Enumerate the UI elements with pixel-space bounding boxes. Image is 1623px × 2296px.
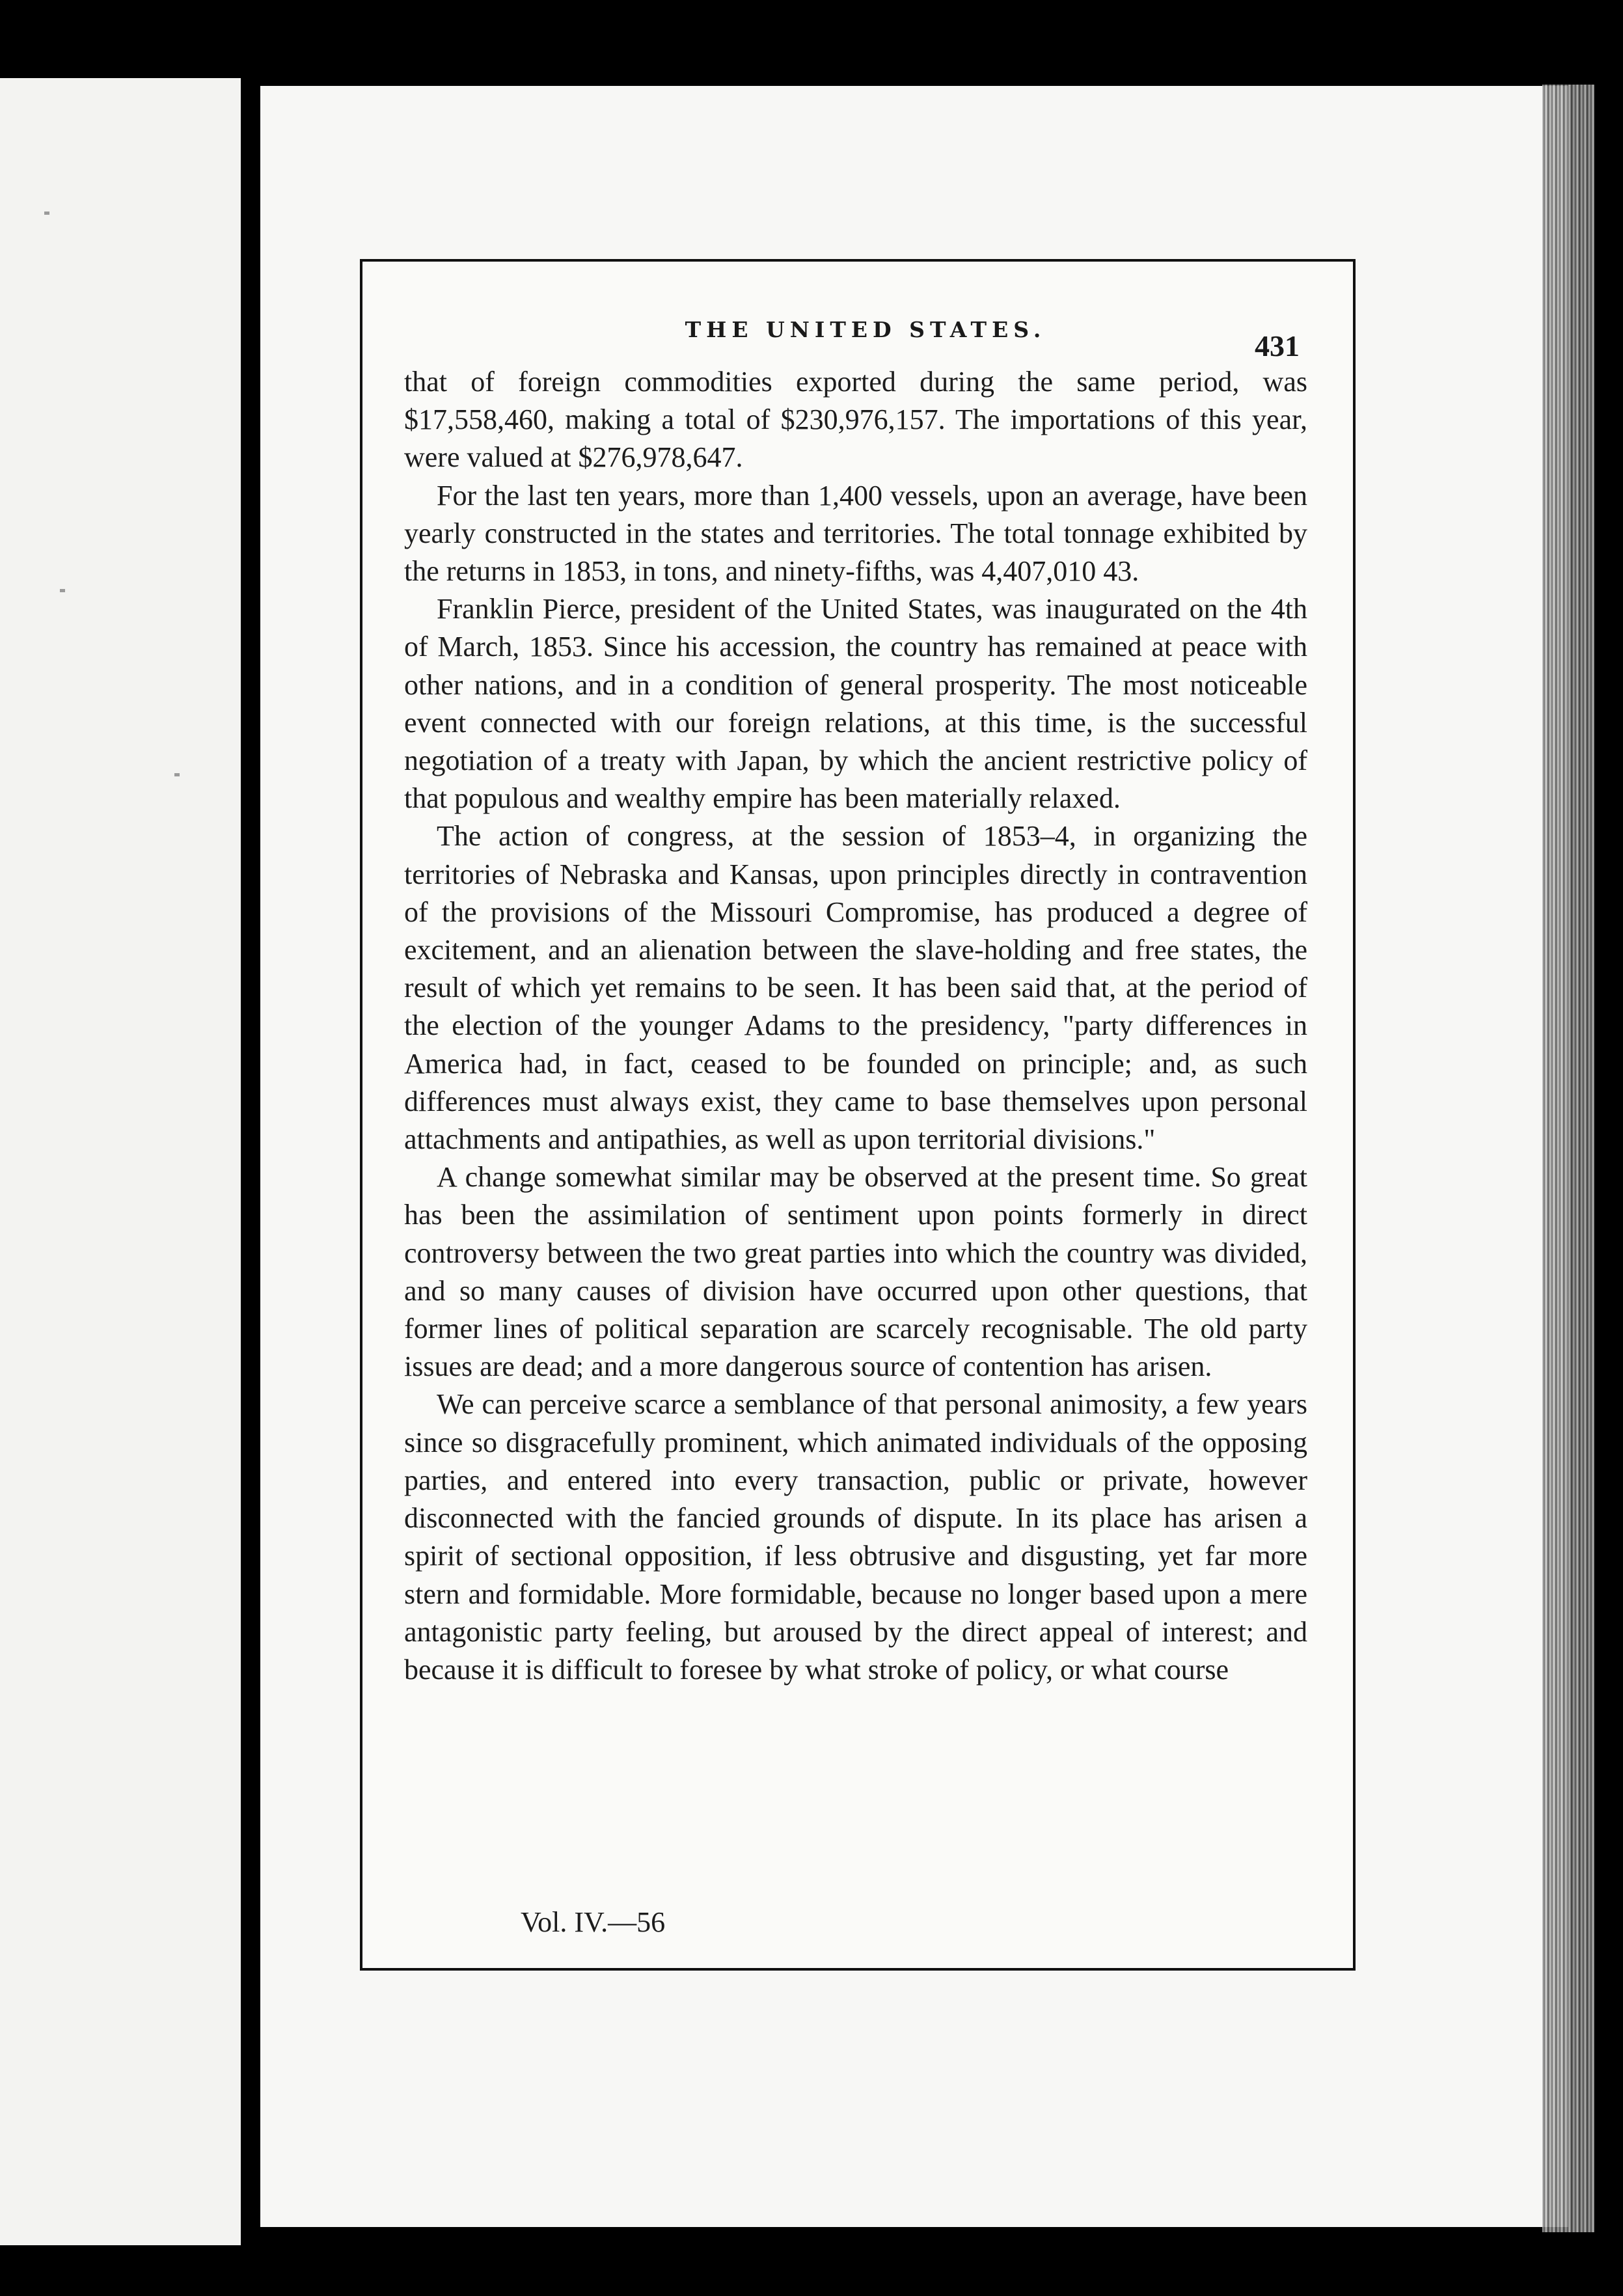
running-head: THE UNITED STATES. — [685, 317, 1046, 342]
paragraph: Franklin Pierce, president of the United States, was inaugurated on the 4th of March, 1853. Since his accession, the country has remained at peace with other nations, and in a condition of general prosperity. The most noticeable event connected with our foreign relations, at this time, is the successful negotiation of a treaty with Japan, by which the ancient restrictive policy of that populous and wealthy empire has been materially relaxed. — [404, 593, 1307, 815]
left-page-speck — [174, 773, 180, 776]
paragraph: The action of congress, at the session of 1853–4, in organizing the territories of Nebraska and Kansas, upon principles directly in contravention of the provisions of the Missouri Compromise, has produced a degree of excitement, and an alienation between the slave-holding and free states, the result of which yet remains to be seen. It has been said that, at the period of the election of the younger Adams to the presidency, "party differences in America had, in fact, ceased to be founded on principle; and, as such differences must always exist, they came to base themselves upon personal attachments and antipathies, as well as upon territorial divisions." — [404, 820, 1307, 1156]
page-edge-stack — [1542, 85, 1594, 2232]
paragraph: that of foreign commodities exported during the same period, was $17,558,460, making a total of $230,976,157. The importations of this year, were valued at $276,978,647. — [404, 366, 1307, 474]
left-page-speck — [60, 589, 65, 592]
facing-left-page — [0, 78, 241, 2245]
signature-mark: Vol. IV.—56 — [521, 1906, 666, 1938]
body-text — [404, 363, 1307, 1689]
book-gutter — [242, 91, 262, 2239]
paragraph: We can perceive scarce a semblance of that personal animosity, a few years since so disgracefully prominent, which animated individuals of the opposing parties, and entered into every transaction, public or private, however disconnected with the fancied grounds of dispute. In its place has arisen a spirit of sectional opposition, if less obtrusive and disgusting, yet far more stern and formidable. More formidable, because no longer based upon a mere antagonistic party feeling, but aroused by the direct appeal of interest; and because it is difficult to foresee by what stroke of policy, or what course — [404, 1388, 1307, 1686]
paragraph: A change somewhat similar may be observed at the present time. So great has been the assimilation of sentiment upon points formerly in direct controversy between the two great parties into which the country was divided, and so many causes of division have occurred upon other questions, that former lines of political separation are scarcely recognisable. The old party issues are dead; and a more dangerous source of contention has arisen. — [404, 1161, 1307, 1383]
paragraph: For the last ten years, more than 1,400 vessels, upon an average, have been yearly constructed in the states and territories. The total tonnage exhibited by the returns in 1853, in tons, and ninety-fifths, was 4,407,010 43. — [404, 479, 1307, 588]
page-number: 431 — [1255, 329, 1300, 362]
left-page-speck — [44, 212, 49, 215]
